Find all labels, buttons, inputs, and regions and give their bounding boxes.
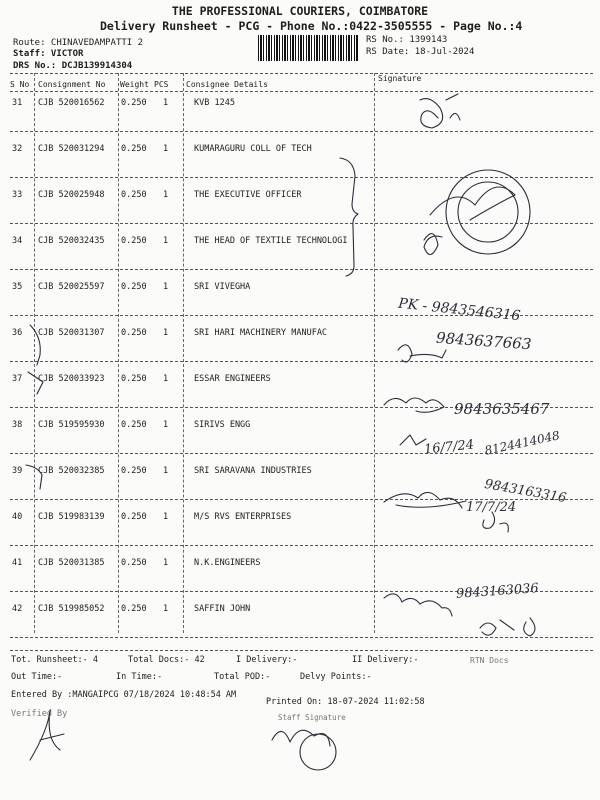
i-delivery: I Delivery:- xyxy=(236,655,298,665)
row-pcs: 1 xyxy=(163,374,169,384)
row-weight: 0.250 xyxy=(121,144,147,154)
phone-note-39: 9843163316 xyxy=(483,476,568,507)
row-consignment: CJB 519985052 xyxy=(38,604,105,614)
row-sno: 36 xyxy=(12,328,23,338)
row-consignment: CJB 520032385 xyxy=(38,466,105,476)
row-consignee: M/S RVS ENTERPRISES xyxy=(194,512,292,522)
rs-number: RS No.: 1399143 xyxy=(366,35,448,45)
row-consignee: THE EXECUTIVE OFFICER xyxy=(194,190,302,200)
row-consignee: THE HEAD OF TEXTILE TECHNOLOGI xyxy=(194,236,348,246)
tick-36 xyxy=(30,325,40,365)
row-consignment: CJB 519595930 xyxy=(38,420,105,430)
staff-stamp xyxy=(300,734,336,770)
row-consignment: CJB 520031294 xyxy=(38,144,105,154)
drs-number: DRS No.: DCJB139914304 xyxy=(13,61,133,71)
row-consignee: N.K.ENGINEERS xyxy=(194,558,261,568)
signature-38 xyxy=(400,435,426,445)
rs-date: RS Date: 18-Jul-2024 xyxy=(366,47,475,57)
phone-note-35: PK - 9843546316 xyxy=(397,295,522,325)
row-sno: 41 xyxy=(12,558,23,568)
row-sno: 40 xyxy=(12,512,23,522)
row-pcs: 1 xyxy=(163,190,169,200)
signature-37 xyxy=(384,398,444,412)
row-consignment: CJB 520031385 xyxy=(38,558,105,568)
signature-39 xyxy=(384,492,466,508)
row-consignment: CJB 520016562 xyxy=(38,98,105,108)
staff-label: Staff: VICTOR xyxy=(13,49,84,59)
row-pcs: 1 xyxy=(163,558,169,568)
rtn-docs: RTN Docs xyxy=(470,656,509,665)
row-consignment: CJB 519983139 xyxy=(38,512,105,522)
row-sno: 32 xyxy=(12,144,23,154)
row-weight: 0.250 xyxy=(121,190,147,200)
signature-42 xyxy=(480,618,535,636)
signature-34 xyxy=(424,234,442,255)
footer-rule xyxy=(10,650,593,651)
row-weight: 0.250 xyxy=(121,512,147,522)
col-header-sno: S No xyxy=(10,80,30,89)
route-label: Route: CHINAVEDAMPATTI 2 xyxy=(13,38,144,48)
staff-signature-stroke xyxy=(272,730,330,746)
date-note-38: 16/7/24 xyxy=(423,437,475,458)
total-pod: Total POD:- xyxy=(214,672,271,682)
col-header-weight: Weight xyxy=(120,80,149,89)
row-pcs: 1 xyxy=(163,236,169,246)
phone-note-36: 9843637663 xyxy=(435,328,532,354)
signature-31 xyxy=(420,94,460,128)
verified-by: Verified By xyxy=(11,709,68,719)
phone-note-38: 8124414048 xyxy=(483,428,561,458)
delvy-points: Delvy Points:- xyxy=(300,672,372,682)
in-time: In Time:- xyxy=(116,672,163,682)
row-consignee: KVB 1245 xyxy=(194,98,235,108)
runsheet-subtitle: Delivery Runsheet - PCG - Phone No.:0422-3505555 - Page No.:4 xyxy=(100,19,523,33)
printed-on: Printed On: 18-07-2024 11:02:58 xyxy=(266,697,425,707)
ii-delivery: II Delivery:- xyxy=(352,655,419,665)
phone-note-37: 9843635467 xyxy=(454,400,550,418)
row-weight: 0.250 xyxy=(121,328,147,338)
signature-40 xyxy=(483,512,508,532)
phone-note-41: 9843163036 xyxy=(455,581,540,602)
row-sno: 37 xyxy=(12,374,23,384)
col-header-consignment: Consignment No xyxy=(38,80,106,89)
row-consignment: CJB 520025948 xyxy=(38,190,105,200)
signature-33 xyxy=(430,187,515,220)
row-pcs: 1 xyxy=(163,98,169,108)
row-consignee: SIRIVS ENGG xyxy=(194,420,251,430)
row-weight: 0.250 xyxy=(121,466,147,476)
company-title: THE PROFESSIONAL COURIERS, COIMBATORE xyxy=(171,4,429,18)
col-header-signature: Signature xyxy=(378,74,422,83)
row-sno: 34 xyxy=(12,236,23,246)
row-weight: 0.250 xyxy=(121,558,147,568)
signature-41 xyxy=(384,594,452,616)
tot-runsheet: Tot. Runsheet:- 4 xyxy=(11,655,98,665)
row-consignee: SRI SARAVANA INDUSTRIES xyxy=(194,466,312,476)
tick-39 xyxy=(26,465,42,489)
row-weight: 0.250 xyxy=(121,604,147,614)
row-sno: 35 xyxy=(12,282,23,292)
row-consignment: CJB 520033923 xyxy=(38,374,105,384)
row-weight: 0.250 xyxy=(121,282,147,292)
col-header-pcs: PCS xyxy=(154,80,169,89)
row-consignment: CJB 520025597 xyxy=(38,282,105,292)
row-weight: 0.250 xyxy=(121,420,147,430)
signature-36 xyxy=(398,345,446,362)
row-pcs: 1 xyxy=(163,512,169,522)
staff-signature-label: Staff Signature xyxy=(278,713,346,722)
total-docs: Total Docs:- 42 xyxy=(128,655,205,665)
date-note-40: 17/7/24 xyxy=(466,500,517,515)
row-consignee: KUMARAGURU COLL OF TECH xyxy=(194,144,312,154)
row-sno: 39 xyxy=(12,466,23,476)
row-pcs: 1 xyxy=(163,466,169,476)
row-consignment: CJB 520031307 xyxy=(38,328,105,338)
row-sno: 38 xyxy=(12,420,23,430)
row-consignee: SAFFIN JOHN xyxy=(194,604,251,614)
row-weight: 0.250 xyxy=(121,374,147,384)
row-pcs: 1 xyxy=(163,604,169,614)
row-consignee: SRI HARI MACHINERY MANUFAC xyxy=(194,328,328,338)
tick-37 xyxy=(28,372,43,394)
row-pcs: 1 xyxy=(163,144,169,154)
row-sno: 33 xyxy=(12,190,23,200)
row-sno: 31 xyxy=(12,98,23,108)
row-pcs: 1 xyxy=(163,420,169,430)
college-seal xyxy=(446,170,530,254)
row-consignee: ESSAR ENGINEERS xyxy=(194,374,271,384)
col-header-consignee: Consignee Details xyxy=(186,80,268,89)
row-consignment: CJB 520032435 xyxy=(38,236,105,246)
row-sno: 42 xyxy=(12,604,23,614)
row-weight: 0.250 xyxy=(121,236,147,246)
row-consignee: SRI VIVEGHA xyxy=(194,282,251,292)
out-time: Out Time:- xyxy=(11,672,63,682)
row-pcs: 1 xyxy=(163,328,169,338)
bracket-32-34 xyxy=(340,158,358,276)
entered-by: Entered By :MANGAIPCG 07/18/2024 10:48:54 AM xyxy=(11,690,237,700)
row-weight: 0.250 xyxy=(121,98,147,108)
row-pcs: 1 xyxy=(163,282,169,292)
